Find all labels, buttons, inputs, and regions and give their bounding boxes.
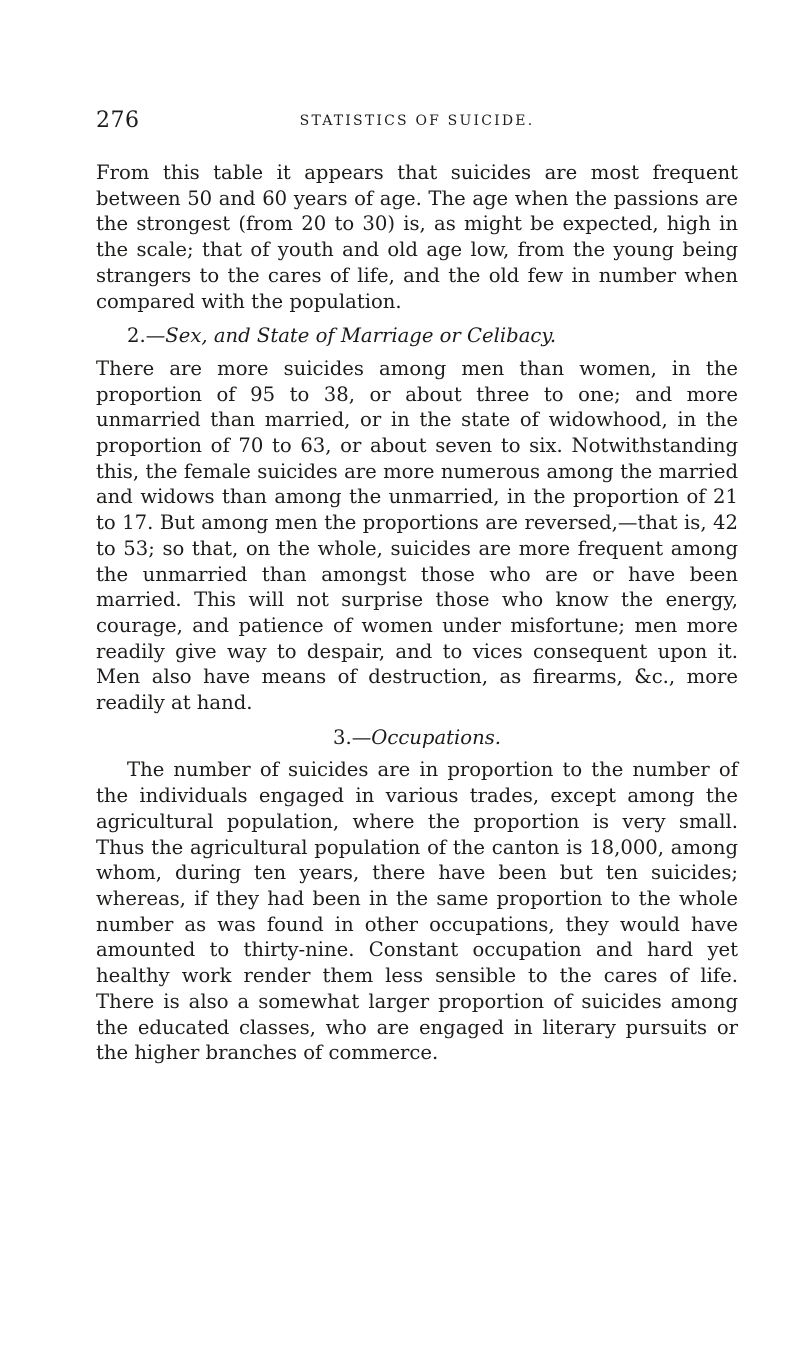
paragraph-age: From this table it appears that suicides are most frequent between 50 and 60 years of age. The age when the passions are the strongest (from 20 to 30) is, as might be expected, high in the scale; that of youth and old age low, from the young being strangers to the cares of life, and the old few in number when compared with the population. xyxy=(96,161,738,313)
section-heading-sex-marriage xyxy=(96,323,738,349)
book-page xyxy=(96,108,738,1066)
running-head xyxy=(96,108,738,138)
section-title: Sex, and State of Marriage or Celibacy. xyxy=(165,324,557,348)
section-number: 2.— xyxy=(127,324,166,348)
paragraph-sex-marriage: There are more suicides among men than women, in the proportion of 95 to 38, or about three to one; and more unmarried than married, or in the state of widowhood, in the proportion of 70 to 63, or about seven to six. Notwithstanding this, the female suicides are more numerous among the married and widows than among the unmarried, in the proportion of 21 to 17. But among men the proportions are reversed,—that is, 42 to 53; so that, on the whole, suicides are more frequent among the unmarried than amongst those who are or have been married. This will not surprise those who know the energy, courage, and patience of women under misfortune; men more readily give way to despair, and to vices consequent upon it. Men also have means of destruction, as firearms, &c., more readily at hand. xyxy=(96,356,738,715)
running-title: STATISTICS OF SUICIDE. xyxy=(299,113,535,129)
section-number: 3.— xyxy=(333,725,372,749)
section-title: Occupations. xyxy=(371,725,501,749)
page-number: 276 xyxy=(96,108,140,133)
paragraph-occupations: The number of suicides are in proportion to the number of the individuals engaged in various trades, except among the agricultural population, where the proportion is very small. Thus the agricultural population of the canton is 18,000, among whom, during ten years, there have been but ten suicides; whereas, if they had been in the same proportion to the whole number as was found in other occupations, they would have amounted to thirty-nine. Constant occupation and hard yet healthy work render them less sensible to the cares of life. There is also a somewhat larger proportion of suicides among the educated classes, who are engaged in literary pursuits or the higher branches of commerce. xyxy=(96,758,738,1065)
section-heading-occupations xyxy=(96,725,738,751)
